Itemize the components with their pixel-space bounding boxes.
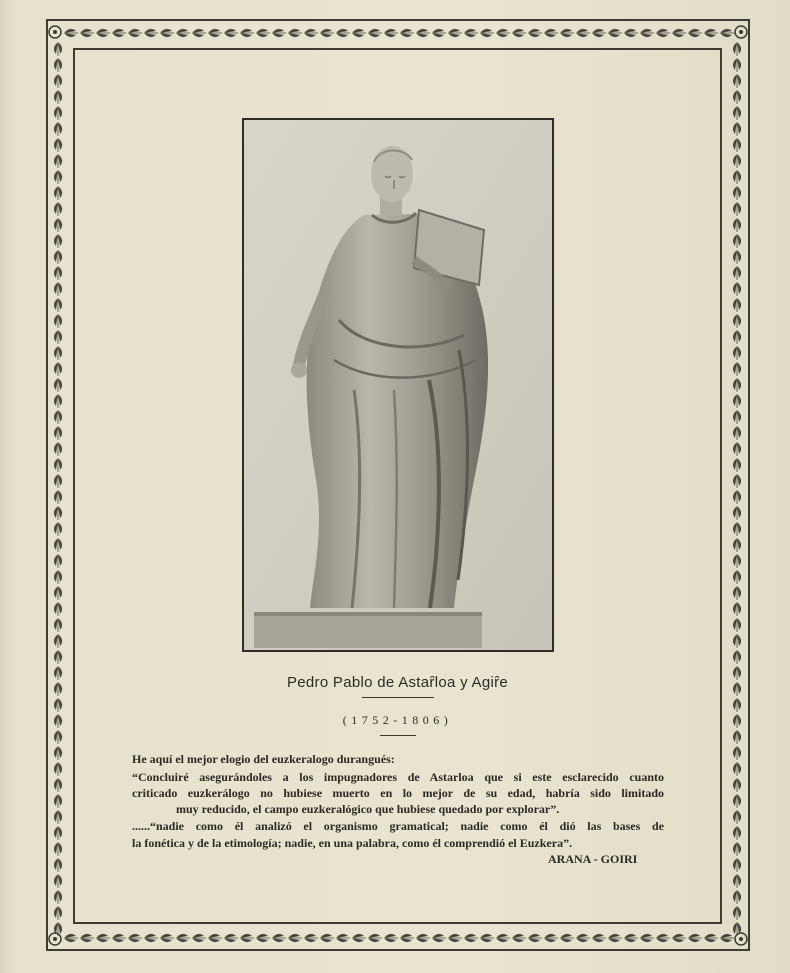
signature: ARANA - GOIRI (548, 852, 638, 866)
statue-image (244, 120, 552, 650)
text-line-4: muy reducido, el campo euzkeralógico que hubiese quedado por explorar”. (176, 802, 560, 816)
text-line-1: He aquí el mejor elogio del euzkeralogo durangués: (132, 752, 395, 766)
caption-title: Pedro Pablo de Astaȓloa y Agiȓe (286, 674, 509, 691)
dates-divider (380, 735, 416, 736)
text-line-2: “Concluiré asegurándoles a los impugnadores de Astarloa que si este esclarecido cuanto (132, 770, 664, 784)
text-line-5: ......“nadie como él analizó el organismo gramatical; nadie como él dió las bases de (132, 819, 664, 833)
life-dates: (1752-1806) (342, 713, 453, 727)
title-divider (362, 697, 434, 698)
text-line-3: criticado euzkerálogo no hubiese muerto en lo mejor de su edad, habría sido limitado (132, 786, 664, 800)
statue-photograph (242, 118, 554, 652)
text-line-6: la fonética y de la etimología; nadie, en una palabra, como él comprendió el Euzkera”. (132, 836, 573, 850)
